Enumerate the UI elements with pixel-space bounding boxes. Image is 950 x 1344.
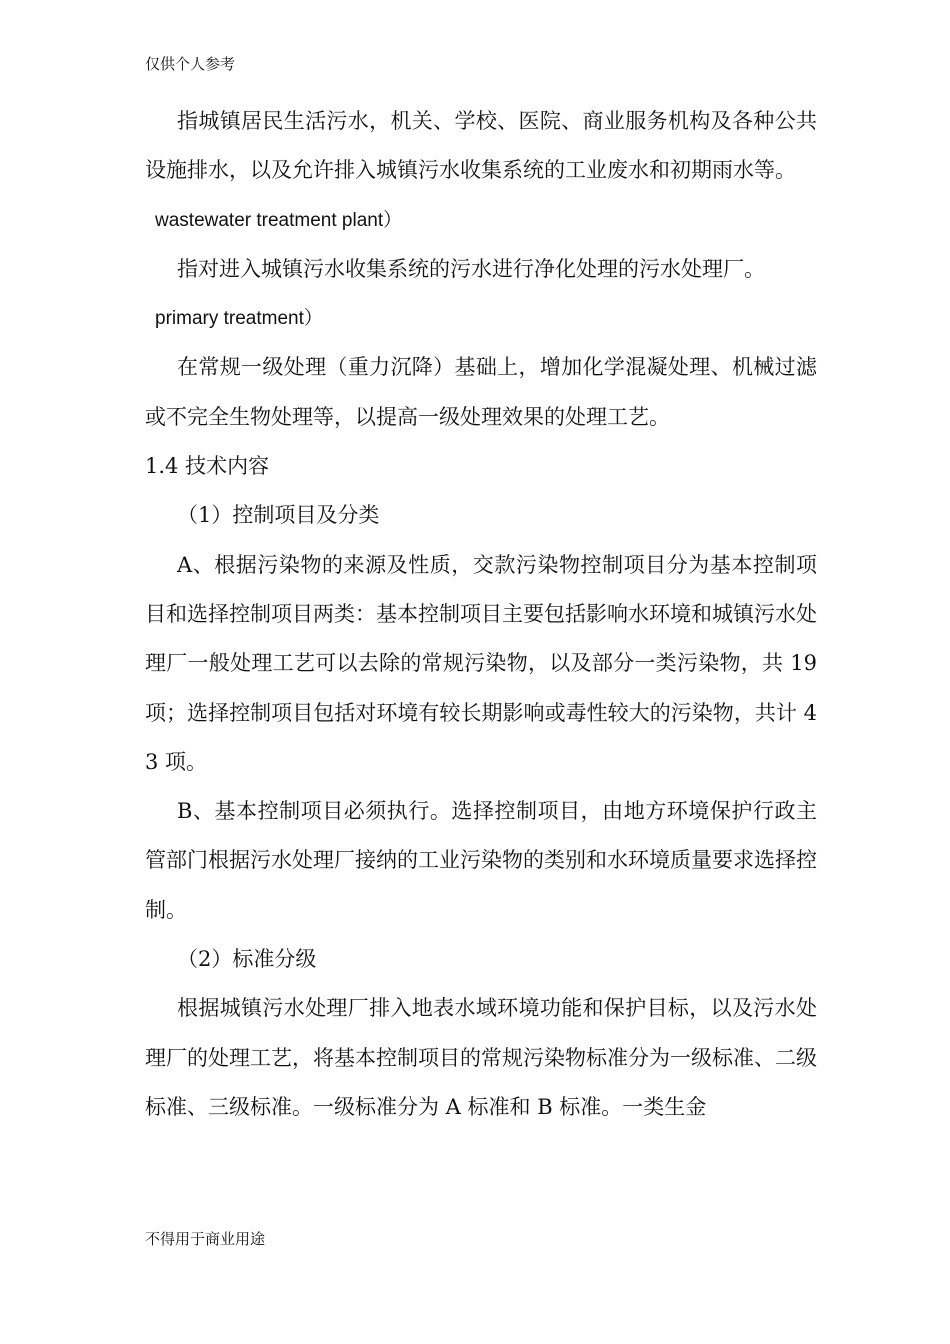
definition-paragraph-enhanced-primary: 在常规一级处理（重力沉降）基础上，增加化学混凝处理、机械过滤或不完全生物处理等，以提高一级处理效果的处理工艺。 bbox=[145, 355, 817, 429]
section-heading-tech-content: 1.4 技术内容 bbox=[145, 454, 270, 479]
paragraph-grading: 根据城镇污水处理厂排入地表水域环境功能和保护目标，以及污水处理厂的处理工艺，将基本控制项目的常规污染物标准分为一级标准、二级标准、三级标准。一级标准分为 A 标准和 B 标准。一类生金 bbox=[145, 996, 817, 1119]
term-wastewater-treatment-plant: wastewater treatment plant） bbox=[155, 209, 403, 231]
definition-paragraph-sewage: 指城镇居民生活污水，机关、学校、医院、商业服务机构及各种公共设施排水，以及允许排入城镇污水收集系统的工业废水和初期雨水等。 bbox=[145, 109, 817, 183]
definition-paragraph-plant: 指对进入城镇污水收集系统的污水进行净化处理的污水处理厂。 bbox=[177, 256, 765, 281]
paragraph-item-b: B、基本控制项目必须执行。选择控制项目，由地方环境保护行政主管部门根据污水处理厂接纳的工业污染物的类别和水环境质量要求选择控制。 bbox=[145, 799, 817, 922]
subheading-standard-grading: （2）标准分级 bbox=[177, 947, 317, 972]
page-footer: 不得用于商业用途 bbox=[145, 1230, 266, 1248]
subheading-control-items: （1）控制项目及分类 bbox=[177, 503, 380, 528]
page-header: 仅供个人参考 bbox=[145, 55, 236, 73]
paragraph-item-a: A、根据污染物的来源及性质，交款污染物控制项目分为基本控制项目和选择控制项目两类：基本控制项目主要包括影响水环境和城镇污水处理厂一般处理工艺可以去除的常规污染物，以及部分一类污染物，共 19 项；选择控制项目包括对环境有较长期影响或毒性较大的污染物，共计 43 项。 bbox=[145, 552, 817, 774]
term-primary-treatment: primary treatment） bbox=[155, 308, 323, 330]
document-body bbox=[145, 97, 817, 1132]
